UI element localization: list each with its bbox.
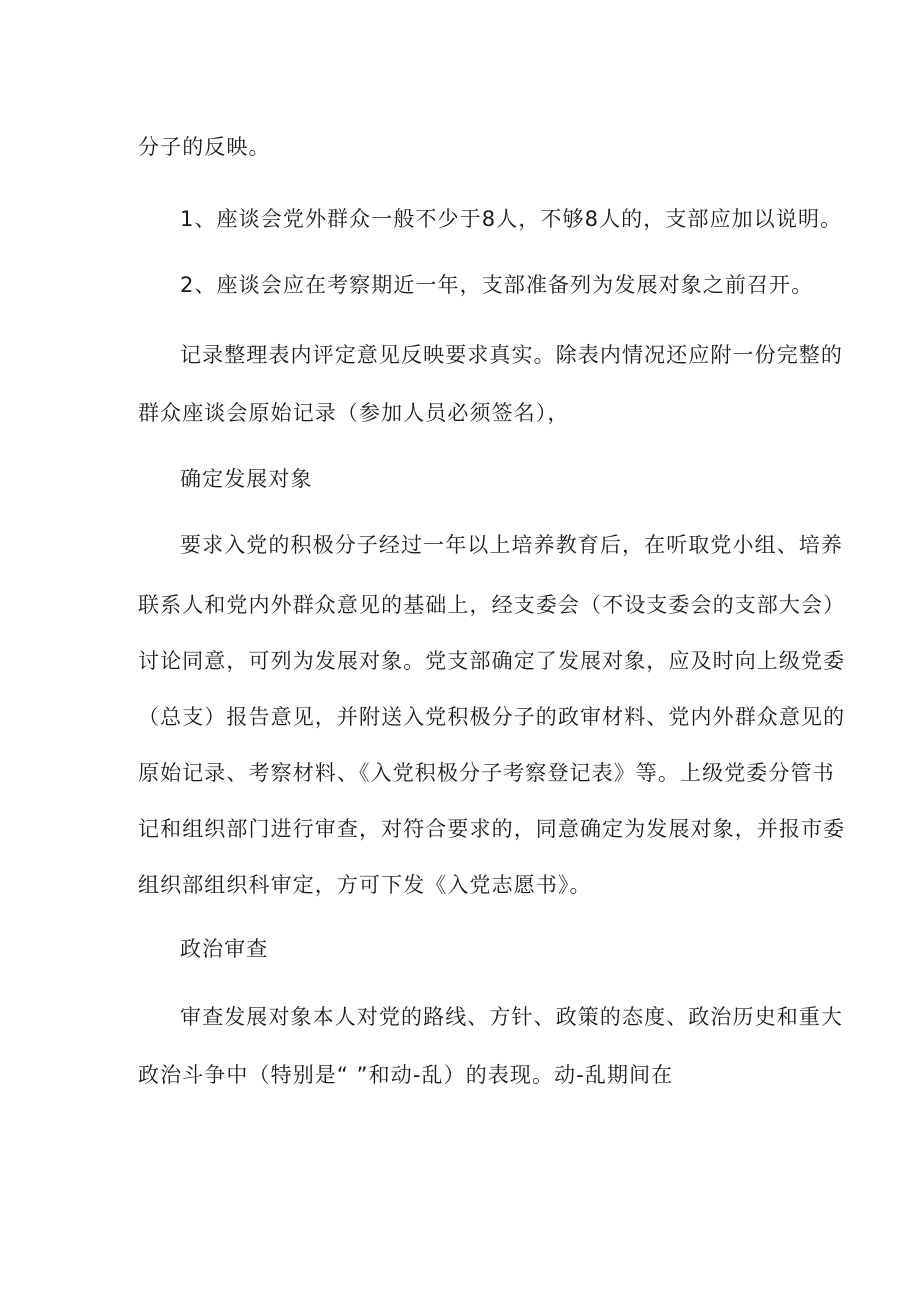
paragraph-line: 组织部组织科审定，方可下发《入党志愿书》。 <box>138 873 592 897</box>
paragraph-line: 记录整理表内评定意见反映要求真实。除表内情况还应附一份完整的 <box>180 343 843 367</box>
paragraph-line: 审查发展对象本人对党的路线、方针、政策的态度、政治历史和重大 <box>180 1005 843 1029</box>
paragraph-line: 要求入党的积极分子经过一年以上培养教育后，在听取党小组、培养 <box>180 533 843 557</box>
paragraph-line: 群众座谈会原始记录（参加人员必须签名）， <box>138 401 570 425</box>
section-heading: 政治审查 <box>180 937 269 961</box>
paragraph-line: 记和组织部门进行审查，对符合要求的，同意确定为发展对象，并报市委 <box>138 817 846 841</box>
list-item: 2、座谈会应在考察期近一年，支部准备列为发展对象之前召开。 <box>180 273 814 297</box>
paragraph-line: （总支）报告意见，并附送入党积极分子的政审材料、党内外群众意见的 <box>138 705 846 729</box>
paragraph-line: 讨论同意，可列为发展对象。党支部确定了发展对象，应及时向上级党委 <box>138 649 846 673</box>
list-item: 1、座谈会党外群众一般不少于8人，不够8人的，支部应加以说明。 <box>180 207 843 231</box>
paragraph-line: 联系人和党内外群众意见的基础上，经支委会（不设支委会的支部大会） <box>138 593 846 617</box>
paragraph-line: 政治斗争中（特别是“ ”和动-乱）的表现。动-乱期间在 <box>138 1063 674 1087</box>
section-heading: 确定发展对象 <box>180 467 313 491</box>
paragraph-line: 原始记录、考察材料、《入党积极分子考察登记表》等。上级党委分管书 <box>138 761 835 785</box>
paragraph-line: 分子的反映。 <box>138 135 271 159</box>
